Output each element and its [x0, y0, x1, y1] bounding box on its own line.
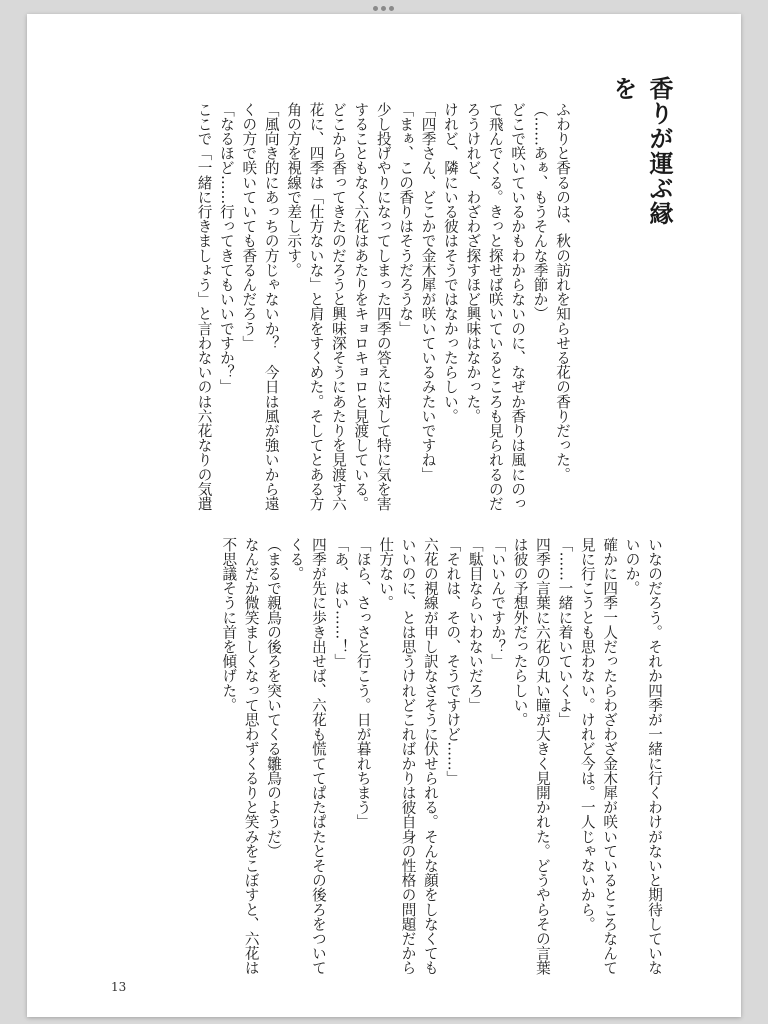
paragraph: 「まぁ、この香りはそうだろうな」 — [397, 102, 415, 336]
paragraph: 六花の視線が申し訳なさそうに伏せられる。そんな顔をしなくてもいいのに、とは思うけれどこればかりは彼自身の性格の問題だから仕方ない。 — [377, 537, 439, 975]
paragraph: 「駄目ならいわないだろ」 — [466, 537, 484, 713]
more-options-icon[interactable] — [373, 6, 394, 11]
paragraph: 「……一緒に着いていくよ」 — [556, 537, 574, 727]
paragraph: （まるで親鳥の後ろを突いてくる雛鳥のようだ） — [265, 537, 283, 859]
paragraph: どこで咲いているかもわからないのに、なぜか香りは風にのって飛んでくる。きっと探せば咲いているところも見られるのだろうけれど、わざわざ探すほど興味はなかった。 — [464, 102, 527, 511]
paragraph: 「ほら、さっさと行こう。日が暮れちまう」 — [354, 537, 372, 829]
paragraph: いなのだろう。それか四季が一緒に行くわけがないと期待していないのか。 — [623, 537, 663, 975]
paragraph: 四季の言葉に六花の丸い瞳が大きく見開かれた。どうやらその言葉は彼の予想外だったらしい。 — [511, 537, 551, 975]
paragraph: 「それは、その、そうですけど……」 — [444, 537, 462, 786]
paragraph: 「四季さん、どこかで金木犀が咲いているみたいですね」 — [419, 102, 437, 482]
paragraph: 「いいんですか？」 — [489, 537, 507, 669]
paragraph: 「なるほど……行ってきてもいいですか？」 — [217, 102, 235, 394]
dot — [381, 6, 386, 11]
paragraph: 確かに四季一人だったらわざわざ金木犀が咲いているところなんて見に行こうとも思わない。けれど今は。一人じゃないから。 — [578, 537, 619, 975]
paragraph: けれど、隣にいる彼はそうではなかったらしい。 — [441, 102, 459, 424]
chapter-title: 香りが運ぶ縁を — [609, 76, 673, 226]
paragraph: 「あ、はい……！」 — [332, 537, 350, 669]
page-number: 13 — [111, 980, 127, 994]
paragraph: ふわりと香るのは、秋の訪れを知らせる花の香りだった。 — [554, 102, 571, 482]
paragraph: 「風向き的にあっちの方じゃないか？ 今日は風が強いから遠くの方で咲いていても香るんだろう」 — [240, 102, 280, 511]
paragraph: ここで「一緒に行きましょう」と言わないのは六花なりの気遣 — [195, 102, 213, 511]
paragraph: （……あぁ、もうそんな季節か） — [531, 102, 549, 321]
dot — [389, 6, 394, 11]
lower-text-block — [217, 537, 665, 977]
upper-text-block — [192, 102, 573, 522]
paragraph: 四季が先に歩き出せば、六花も慌ててぱたぱたとその後ろをついてくる。 — [287, 537, 327, 975]
book-page — [27, 14, 741, 1017]
top-bar — [0, 0, 768, 14]
paragraph: なんだか微笑ましくなって思わずくるりと笑みをこぼすと、六花は不思議そうに首を傾げた。 — [220, 537, 260, 975]
paragraph: 少し投げやりになってしまった四季の答えに対して特に気を害することもなく六花はあたりをキョロキョロと見渡している。どこから香ってきたのだろうと興味深そうにあたりを見渡す六花に、四季は「仕方ないな」と肩をすくめた。そしてとある方角の方を視線で差し示す。 — [285, 102, 392, 511]
dot — [373, 6, 378, 11]
